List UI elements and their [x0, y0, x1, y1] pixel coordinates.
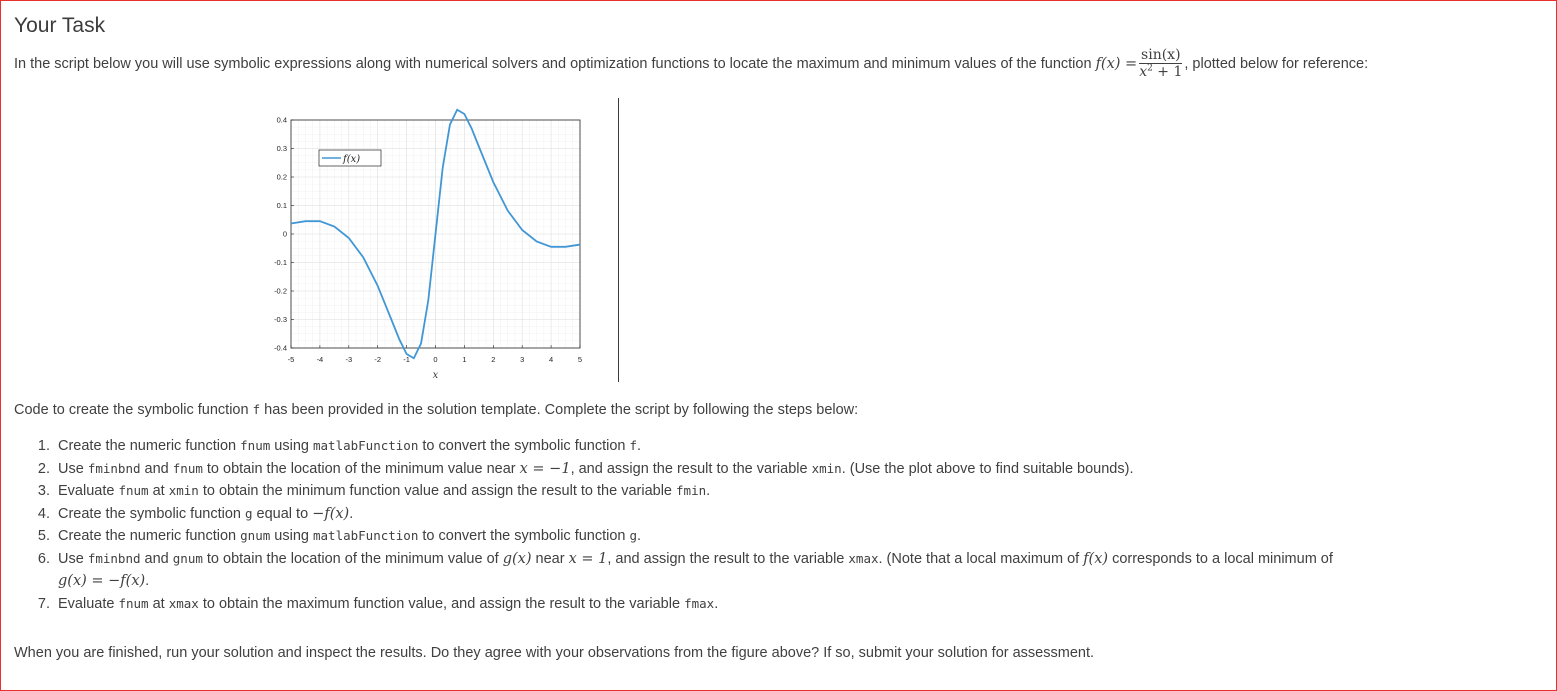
math-minus-f-of-x: −f(x) — [312, 505, 350, 522]
x-tick-label: -5 — [287, 355, 295, 364]
x-tick-labels — [288, 355, 582, 364]
function-lhs: f(x) = — [1095, 56, 1138, 72]
x-tick-label: 0 — [433, 355, 438, 364]
code-fminbnd: fminbnd — [87, 550, 141, 566]
step-3: 3. Evaluate fnum at xmin to obtain the minimum function value and assign the result to the variable fmin. — [54, 480, 1554, 503]
math-x-equals-1: x = 1 — [568, 550, 608, 567]
code-xmin: xmin — [811, 460, 842, 476]
y-tick-label: 0.1 — [276, 201, 287, 210]
y-tick-label: 0.3 — [276, 144, 287, 153]
intro-text: In the script below you will use symbolic expressions along with numerical solvers and optimization functions to locate the maximum and minimum values of the function — [14, 56, 1096, 72]
code-xmin: xmin — [168, 483, 199, 498]
step-2: 2. Use fminbnd and fnum to obtain the location of the minimum value near x = −1, and assign the result to the variable xmin. (Use the plot above to find suitable bounds). — [54, 458, 1554, 481]
function-plot — [262, 108, 592, 383]
intro-text-after: , plotted below for reference: — [1184, 56, 1369, 72]
math-g-equals-minus-f: g(x) = −f(x) — [58, 573, 146, 589]
y-tick-label: 0 — [282, 229, 287, 239]
layout-divider — [618, 98, 619, 382]
code-fminbnd: fminbnd — [87, 460, 141, 476]
steps-list — [28, 435, 1554, 615]
x-tick-label: 3 — [520, 355, 525, 364]
code-paragraph-text: Code to create the symbolic function — [14, 402, 253, 418]
closing-paragraph: When you are finished, run your solution and inspect the results. Do they agree with your observations from the figure above? If so, submit your solution for assessment. — [14, 645, 1095, 661]
step-4: 4. Create the symbolic function g equal to −f(x). — [54, 503, 1554, 526]
code-fnum: fnum — [240, 438, 271, 453]
y-tick-label: 0.2 — [276, 172, 287, 182]
code-fmin: fmin — [676, 483, 707, 498]
legend-entry-f: f(x) — [343, 154, 361, 165]
fraction-denominator-exponent: 2 — [1147, 63, 1153, 74]
x-tick-label: -4 — [316, 355, 324, 364]
x-tick-label: 4 — [549, 355, 554, 364]
step-6: 6. Use fminbnd and gnum to obtain the location of the minimum value of g(x) near x = 1, and assign the result to the variable xmax. (Note that a local maximum of f(x) corresponds to a local minimum of g(x) = −f(x). — [54, 548, 1554, 593]
code-matlabfunction: matlabFunction — [313, 528, 419, 543]
step-1: 1. Create the numeric function fnum using matlabFunction to convert the symbolic function f. — [54, 435, 1554, 458]
code-paragraph-text-after: has been provided in the solution template. Complete the script by following the steps below: — [260, 402, 859, 418]
code-xmax: xmax — [168, 595, 199, 611]
intro-paragraph — [14, 44, 1544, 84]
fraction-denominator-base: x — [1139, 64, 1148, 81]
x-axis-label: x — [432, 370, 439, 381]
y-tick-label: -0.4 — [274, 343, 287, 353]
y-tick-label: -0.2 — [274, 286, 287, 296]
code-f: f — [629, 438, 638, 453]
math-f-of-x: f(x) — [1083, 550, 1109, 567]
code-matlabfunction: matlabFunction — [313, 438, 419, 453]
code-gnum: gnum — [240, 528, 271, 543]
code-gnum: gnum — [172, 550, 203, 566]
code-f: f — [252, 402, 261, 417]
code-xmax: xmax — [848, 550, 879, 566]
x-tick-label: -3 — [345, 355, 353, 364]
code-g: g — [244, 505, 253, 521]
x-tick-label: -1 — [403, 355, 410, 364]
code-fnum: fnum — [172, 460, 203, 476]
x-tick-label: 5 — [577, 355, 583, 364]
y-tick-label: -0.3 — [274, 315, 287, 324]
y-tick-labels — [274, 116, 287, 353]
math-x-equals-minus-1: x = −1 — [519, 460, 571, 477]
code-fmax: fmax — [684, 595, 715, 611]
page-title: Your Task — [14, 14, 106, 37]
code-paragraph — [14, 402, 858, 418]
code-fnum: fnum — [118, 595, 149, 611]
x-tick-label: 1 — [462, 355, 467, 364]
fraction-numerator: sin(x) — [1141, 47, 1181, 64]
step-7: 7. Evaluate fnum at xmax to obtain the maximum function value, and assign the result to the variable fmax. — [54, 593, 1554, 616]
function-fraction — [1139, 48, 1182, 79]
plot-legend — [319, 150, 381, 166]
x-tick-label: -2 — [374, 355, 382, 364]
x-tick-label: 2 — [491, 355, 496, 364]
step-5: 5. Create the numeric function gnum using matlabFunction to convert the symbolic function g. — [54, 525, 1554, 548]
code-fnum: fnum — [118, 483, 149, 498]
math-g-of-x: g(x) — [502, 550, 532, 567]
code-g: g — [629, 528, 638, 543]
fraction-denominator-rest: + 1 — [1152, 64, 1183, 81]
y-tick-label: -0.1 — [274, 258, 287, 267]
y-tick-label: 0.4 — [276, 115, 287, 125]
